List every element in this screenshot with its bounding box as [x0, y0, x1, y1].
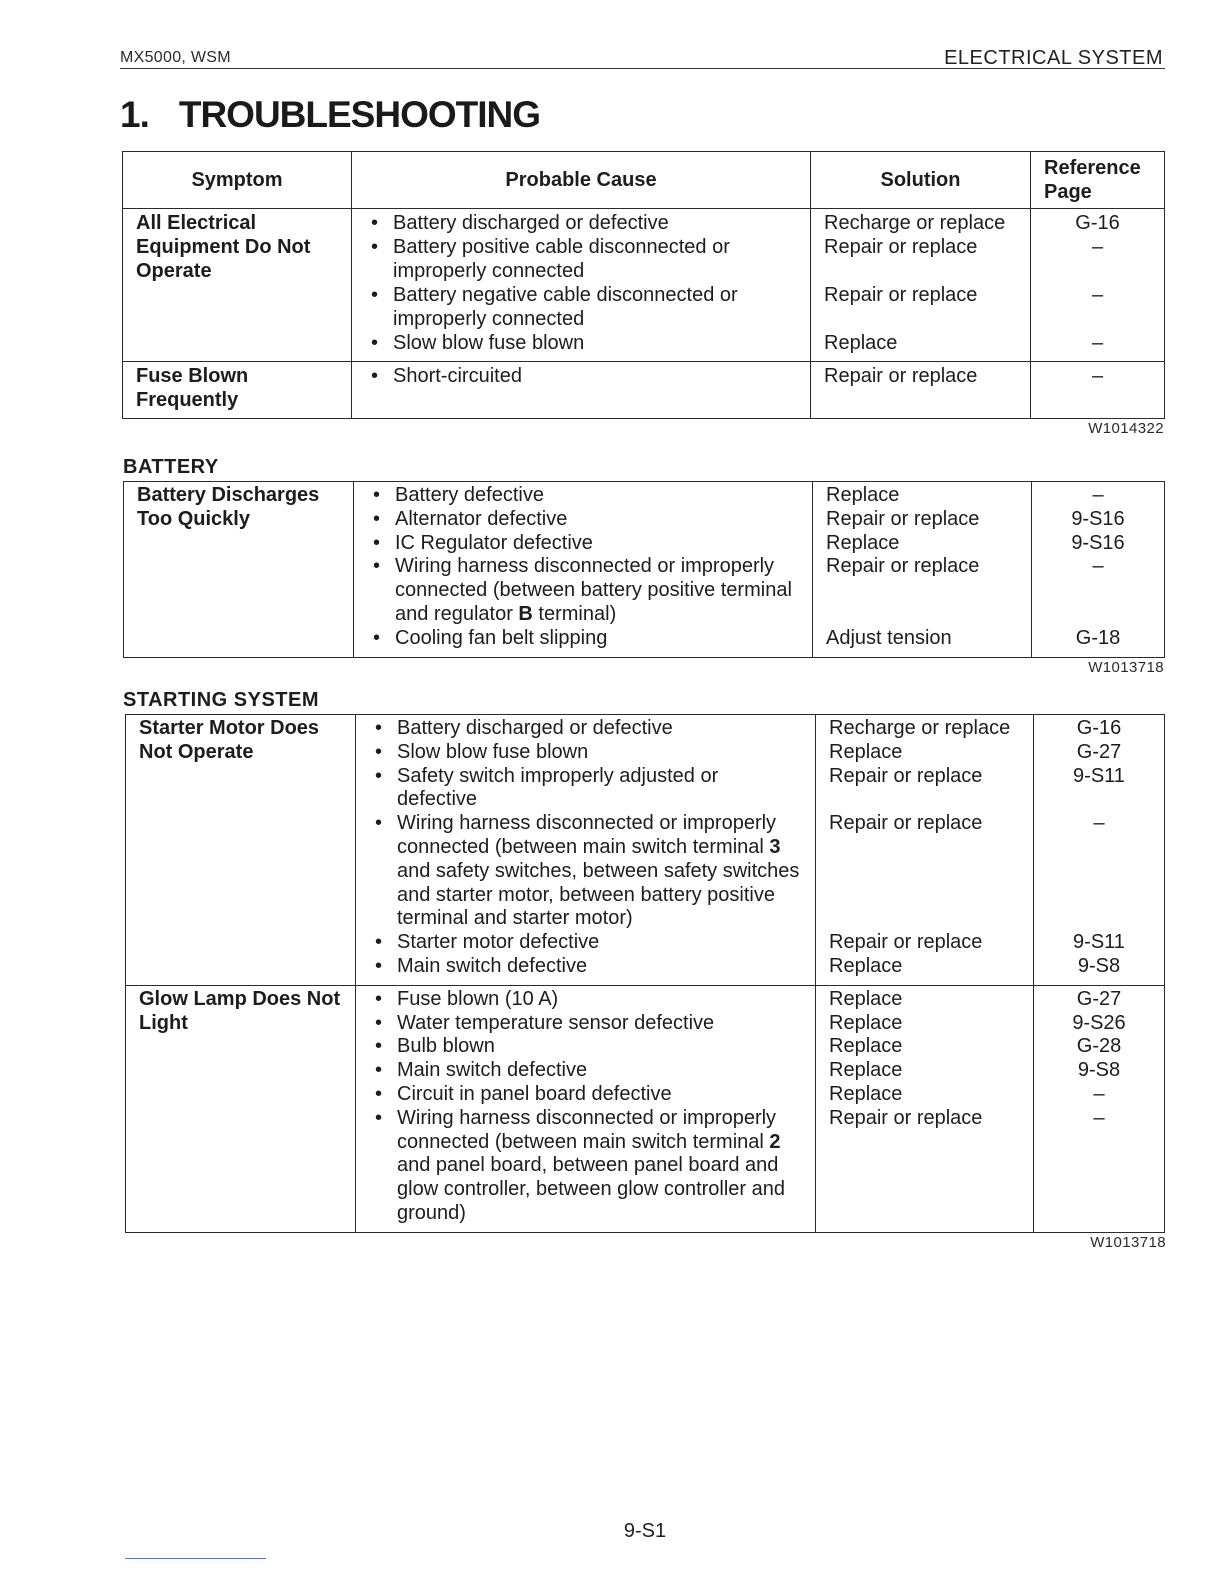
- cause-line: Battery positive cable disconnected or: [393, 236, 730, 258]
- symptom-group: [126, 985, 1165, 1232]
- probable-cause-cell: [356, 765, 816, 813]
- bullet-icon: [375, 1059, 382, 1083]
- cause-line: Main switch defective: [397, 954, 588, 977]
- cause-line: Slow blow fuse blown: [397, 740, 589, 763]
- reference-page-cell: –: [1031, 283, 1165, 331]
- probable-cause-cell: [356, 1083, 816, 1107]
- section-number: 1.: [120, 94, 149, 135]
- cause-line: Battery defective: [395, 484, 544, 506]
- text-segment: connected (between main switch terminal: [397, 1130, 770, 1153]
- reference-page-cell: 9-S8: [1034, 955, 1165, 985]
- bullet-icon: [375, 955, 382, 979]
- symptom-cell: [123, 362, 352, 419]
- symptom-line: Light: [139, 1011, 188, 1034]
- solution-cell: Replace: [811, 331, 1031, 362]
- cause-item: [393, 331, 810, 355]
- cause-line: Wiring harness disconnected or improperly: [397, 1106, 777, 1129]
- cause-item: [397, 741, 815, 765]
- cause-line: Battery discharged or defective: [393, 212, 669, 234]
- reference-page-cell: 9-S8: [1034, 1059, 1165, 1083]
- chapter-title: ELECTRICAL SYSTEM: [944, 47, 1163, 69]
- reference-page-cell: 9-S16: [1032, 508, 1165, 532]
- cause-line: Water temperature sensor defective: [397, 1011, 715, 1034]
- footer-rule: [125, 1558, 266, 1559]
- solution-cell: Repair or replace: [811, 235, 1031, 283]
- probable-cause-cell: [356, 715, 816, 741]
- cause-item: [393, 235, 810, 283]
- document-code: W1013718: [1090, 1233, 1166, 1251]
- bullet-icon: [375, 988, 382, 1012]
- probable-cause-cell: [356, 931, 816, 955]
- section-heading: BATTERY: [123, 456, 219, 478]
- probable-cause-cell: [356, 1107, 816, 1232]
- solution-cell: Repair or replace: [811, 362, 1031, 419]
- header-label: Solution: [880, 169, 961, 191]
- probable-cause-cell: [354, 532, 813, 556]
- bullet-icon: [375, 765, 382, 789]
- reference-page-cell: –: [1034, 1107, 1165, 1232]
- cause-item: [397, 765, 815, 813]
- reference-page-cell: –: [1031, 235, 1165, 283]
- cause-item: [395, 484, 812, 508]
- reference-page-cell: G-16: [1031, 209, 1165, 236]
- solution-cell: Replace: [816, 741, 1034, 765]
- cause-line: ground): [397, 1201, 466, 1224]
- section-heading: STARTING SYSTEM: [123, 689, 320, 711]
- cause-item: [395, 627, 812, 651]
- solution-cell: Replace: [816, 1083, 1034, 1107]
- header-label: Symptom: [191, 169, 283, 191]
- cause-item: [397, 717, 815, 741]
- troubleshooting-section: [123, 455, 1164, 676]
- probable-cause-cell: [352, 235, 811, 283]
- reference-page-cell: 9-S11: [1034, 765, 1165, 813]
- probable-cause-cell: [352, 362, 811, 419]
- reference-page-cell: G-27: [1034, 985, 1165, 1011]
- cause-line: Bulb blown: [397, 1035, 495, 1058]
- cause-line: Safety switch improperly adjusted or: [397, 764, 719, 787]
- cause-item: [397, 931, 815, 955]
- bullet-icon: [371, 331, 378, 355]
- document-code: W1014322: [1088, 420, 1164, 437]
- symptom-line: Glow Lamp Does Not: [139, 987, 341, 1010]
- terminal-label: 3: [769, 835, 781, 858]
- solution-cell: Repair or replace: [813, 555, 1032, 626]
- cause-item: [397, 1083, 815, 1107]
- cause-item: [397, 988, 815, 1012]
- cause-line: improperly connected: [393, 308, 585, 330]
- reference-page-cell: –: [1032, 482, 1165, 508]
- symptom-line: Equipment Do Not: [136, 236, 311, 258]
- cause-item: [393, 364, 810, 388]
- solution-cell: Replace: [816, 955, 1034, 985]
- symptom-group: [126, 715, 1165, 986]
- header-reference-page: [1031, 152, 1165, 209]
- solution-cell: Repair or replace: [811, 283, 1031, 331]
- solution-cell: Replace: [816, 985, 1034, 1011]
- bullet-icon: [375, 1035, 382, 1059]
- reference-page-cell: 9-S11: [1034, 931, 1165, 955]
- troubleshooting-table: [123, 481, 1165, 658]
- solution-cell: Replace: [813, 532, 1032, 556]
- cause-line: glow controller, between glow controller and: [397, 1178, 785, 1201]
- bullet-icon: [373, 508, 380, 532]
- bullet-icon: [375, 931, 382, 955]
- table-row: [123, 209, 1165, 236]
- symptom-line: Fuse Blown: [136, 365, 249, 387]
- cause-item: [397, 812, 815, 931]
- table-row: [126, 715, 1165, 741]
- probable-cause-cell: [352, 209, 811, 236]
- header-label: Probable Cause: [505, 169, 657, 191]
- page-number: 9-S1: [623, 1520, 667, 1542]
- header-probable-cause: [352, 152, 811, 209]
- symptom-group: [123, 362, 1165, 419]
- bullet-icon: [375, 741, 382, 765]
- bullet-icon: [371, 235, 378, 259]
- reference-page-cell: G-18: [1032, 627, 1165, 657]
- cause-line: Wiring harness disconnected or improperly: [397, 812, 777, 835]
- solution-cell: Repair or replace: [813, 508, 1032, 532]
- troubleshooting-section: [122, 151, 1164, 437]
- cause-item: [393, 283, 810, 331]
- cause-line: Short-circuited: [393, 365, 522, 387]
- header-rule: [120, 68, 1165, 69]
- probable-cause-cell: [356, 1012, 816, 1036]
- solution-cell: Adjust tension: [813, 627, 1032, 657]
- bullet-icon: [371, 364, 378, 388]
- header-solution: [811, 152, 1031, 209]
- cause-line: Wiring harness disconnected or improperly: [395, 555, 775, 578]
- solution-cell: Repair or replace: [816, 1107, 1034, 1232]
- reference-page-cell: 9-S26: [1034, 1012, 1165, 1036]
- solution-cell: Replace: [816, 1059, 1034, 1083]
- cause-line: Main switch defective: [397, 1059, 588, 1082]
- cause-item: [397, 1012, 815, 1036]
- table-row: [124, 482, 1165, 508]
- troubleshooting-section: [123, 688, 1166, 1251]
- cause-line: and safety switches, between safety switches: [397, 859, 800, 882]
- cause-line: [395, 603, 812, 627]
- reference-page-cell: G-16: [1034, 715, 1165, 741]
- symptom-line: Too Quickly: [137, 507, 250, 530]
- cause-line: Starter motor defective: [397, 931, 600, 954]
- cause-line: Alternator defective: [395, 507, 568, 530]
- reference-page-cell: –: [1032, 555, 1165, 626]
- table-header: [123, 152, 1165, 209]
- reference-page-cell: –: [1034, 812, 1165, 931]
- symptom-cell: [123, 209, 352, 362]
- reference-page-cell: –: [1031, 331, 1165, 362]
- table-row: [126, 985, 1165, 1011]
- symptom-line: Battery Discharges: [137, 484, 320, 506]
- symptom-cell: [126, 715, 356, 986]
- symptom-line: Frequently: [136, 389, 239, 411]
- probable-cause-cell: [356, 812, 816, 931]
- cause-line: Battery negative cable disconnected or: [393, 284, 738, 306]
- cause-item: [395, 508, 812, 532]
- cause-line: Cooling fan belt slipping: [395, 626, 608, 649]
- symptom-line: Not Operate: [139, 740, 254, 763]
- bullet-icon: [375, 1083, 382, 1107]
- solution-cell: Repair or replace: [816, 931, 1034, 955]
- cause-line: connected (between battery positive terminal: [395, 579, 792, 602]
- cause-line: Fuse blown (10 A): [397, 987, 559, 1010]
- solution-cell: Repair or replace: [816, 765, 1034, 813]
- probable-cause-cell: [352, 283, 811, 331]
- symptom-line: Operate: [136, 260, 212, 282]
- solution-cell: Replace: [813, 482, 1032, 508]
- cause-item: [393, 211, 810, 235]
- symptom-group: [123, 209, 1165, 362]
- header-label: Page: [1044, 181, 1092, 203]
- cause-line: Battery discharged or defective: [397, 717, 673, 739]
- solution-cell: Replace: [816, 1012, 1034, 1036]
- symptom-group: [124, 482, 1165, 658]
- cause-line: defective: [397, 788, 478, 811]
- probable-cause-cell: [352, 331, 811, 362]
- reference-page-cell: G-28: [1034, 1035, 1165, 1059]
- solution-cell: Replace: [816, 1035, 1034, 1059]
- probable-cause-cell: [356, 1059, 816, 1083]
- bullet-icon: [371, 211, 378, 235]
- cause-line: [397, 1131, 815, 1155]
- cause-line: and panel board, between panel board and: [397, 1154, 779, 1177]
- probable-cause-cell: [354, 555, 813, 626]
- cause-line: and starter motor, between battery positive: [397, 883, 775, 906]
- reference-page-cell: 9-S16: [1032, 532, 1165, 556]
- bullet-icon: [373, 555, 380, 579]
- page-title: [120, 92, 540, 138]
- probable-cause-cell: [356, 1035, 816, 1059]
- cause-line: improperly connected: [393, 260, 585, 282]
- solution-cell: Recharge or replace: [816, 715, 1034, 741]
- cause-item: [395, 555, 812, 626]
- header-symptom: [123, 152, 352, 209]
- reference-page-cell: –: [1034, 1083, 1165, 1107]
- bullet-icon: [375, 1012, 382, 1036]
- cause-line: Circuit in panel board defective: [397, 1082, 672, 1105]
- cause-line: Slow blow fuse blown: [393, 332, 585, 354]
- header-row: [123, 152, 1165, 209]
- troubleshooting-table: [122, 151, 1165, 419]
- bullet-icon: [373, 484, 380, 508]
- bullet-icon: [375, 1107, 382, 1131]
- manual-code: MX5000, WSM: [120, 49, 231, 66]
- reference-page-cell: G-27: [1034, 741, 1165, 765]
- cause-line: [397, 836, 815, 860]
- solution-cell: Recharge or replace: [811, 209, 1031, 236]
- cause-line: terminal and starter motor): [397, 907, 633, 930]
- section-title: TROUBLESHOOTING: [178, 94, 541, 135]
- cause-item: [395, 532, 812, 556]
- bullet-icon: [375, 812, 382, 836]
- probable-cause-cell: [356, 955, 816, 985]
- bullet-icon: [375, 717, 382, 741]
- terminal-label: B: [518, 602, 533, 625]
- symptom-cell: [124, 482, 354, 658]
- probable-cause-cell: [354, 482, 813, 508]
- cause-item: [397, 1107, 815, 1226]
- bullet-icon: [373, 627, 380, 651]
- terminal-label: 2: [769, 1130, 781, 1153]
- cause-item: [397, 1035, 815, 1059]
- text-segment: and regulator: [395, 602, 519, 625]
- cause-item: [397, 1059, 815, 1083]
- text-segment: connected (between main switch terminal: [397, 835, 770, 858]
- probable-cause-cell: [354, 508, 813, 532]
- symptom-line: Starter Motor Does: [139, 717, 320, 739]
- reference-page-cell: –: [1031, 362, 1165, 419]
- cause-item: [397, 955, 815, 979]
- table-row: [123, 362, 1165, 419]
- probable-cause-cell: [356, 985, 816, 1011]
- symptom-line: All Electrical: [136, 212, 257, 234]
- cause-line: IC Regulator defective: [395, 531, 593, 554]
- solution-cell: Repair or replace: [816, 812, 1034, 931]
- text-segment: terminal): [532, 602, 617, 625]
- document-code: W1013718: [1088, 658, 1164, 676]
- symptom-cell: [126, 985, 356, 1232]
- bullet-icon: [371, 283, 378, 307]
- bullet-icon: [373, 532, 380, 556]
- probable-cause-cell: [354, 627, 813, 657]
- probable-cause-cell: [356, 741, 816, 765]
- header-label: Reference: [1044, 157, 1141, 179]
- troubleshooting-table: [125, 714, 1165, 1233]
